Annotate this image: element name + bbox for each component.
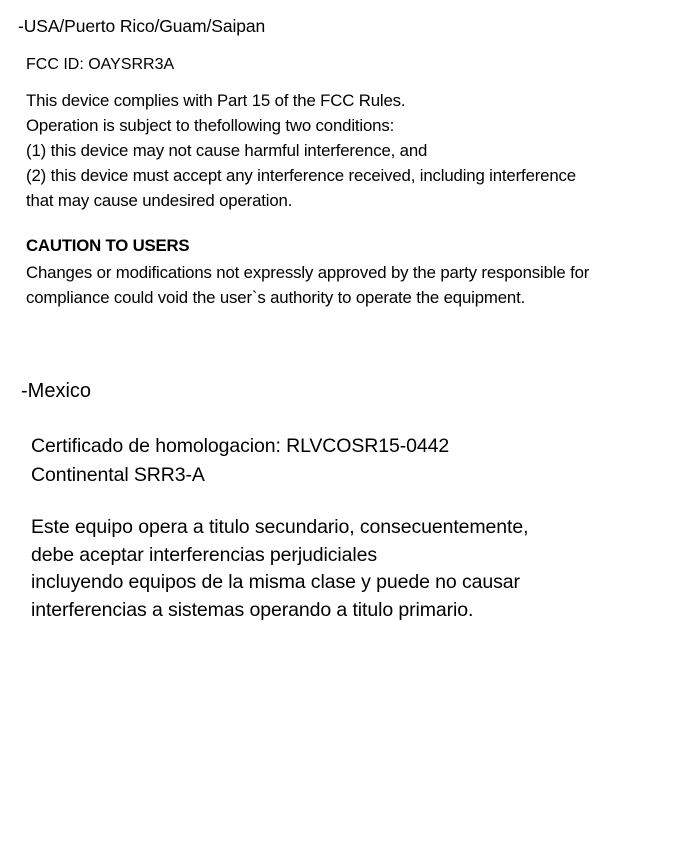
mexico-region-heading: -Mexico bbox=[21, 380, 92, 402]
caution-title: CAUTION TO USERS bbox=[26, 236, 190, 255]
fcc-compliance-statement bbox=[26, 88, 576, 213]
mexico-statement-line: incluyendo equipos de la misma clase y puede no causar bbox=[31, 571, 520, 593]
mexico-statement-line: debe aceptar interferencias perjudiciales bbox=[31, 543, 378, 566]
caution-line: compliance could void the user`s authority to operate the equipment. bbox=[26, 288, 526, 307]
mexico-statement bbox=[31, 514, 528, 624]
compliance-line: This device complies with Part 15 of the FCC Rules. bbox=[26, 91, 406, 110]
caution-line: Changes or modifications not expressly approved by the party responsible for bbox=[26, 263, 590, 282]
compliance-line: (2) this device must accept any interference received, including interference bbox=[26, 166, 576, 185]
mexico-statement-line: Este equipo opera a titulo secundario, consecuentemente, bbox=[31, 516, 529, 538]
compliance-line: Operation is subject to thefollowing two conditions: bbox=[26, 116, 395, 135]
usa-region-heading: -USA/Puerto Rico/Guam/Saipan bbox=[18, 16, 266, 36]
mexico-certificate bbox=[31, 432, 449, 490]
mexico-statement-line: interferencias a sistemas operando a titulo primario. bbox=[31, 598, 474, 621]
certificate-line: Certificado de homologacion: RLVCOSR15-0442 bbox=[31, 435, 450, 457]
compliance-line: that may cause undesired operation. bbox=[26, 191, 293, 210]
compliance-line: (1) this device may not cause harmful interference, and bbox=[26, 141, 428, 160]
caution-statement bbox=[26, 260, 589, 310]
certificate-line: Continental SRR3-A bbox=[31, 464, 205, 486]
fcc-id-label: FCC ID: OAYSRR3A bbox=[26, 56, 175, 73]
